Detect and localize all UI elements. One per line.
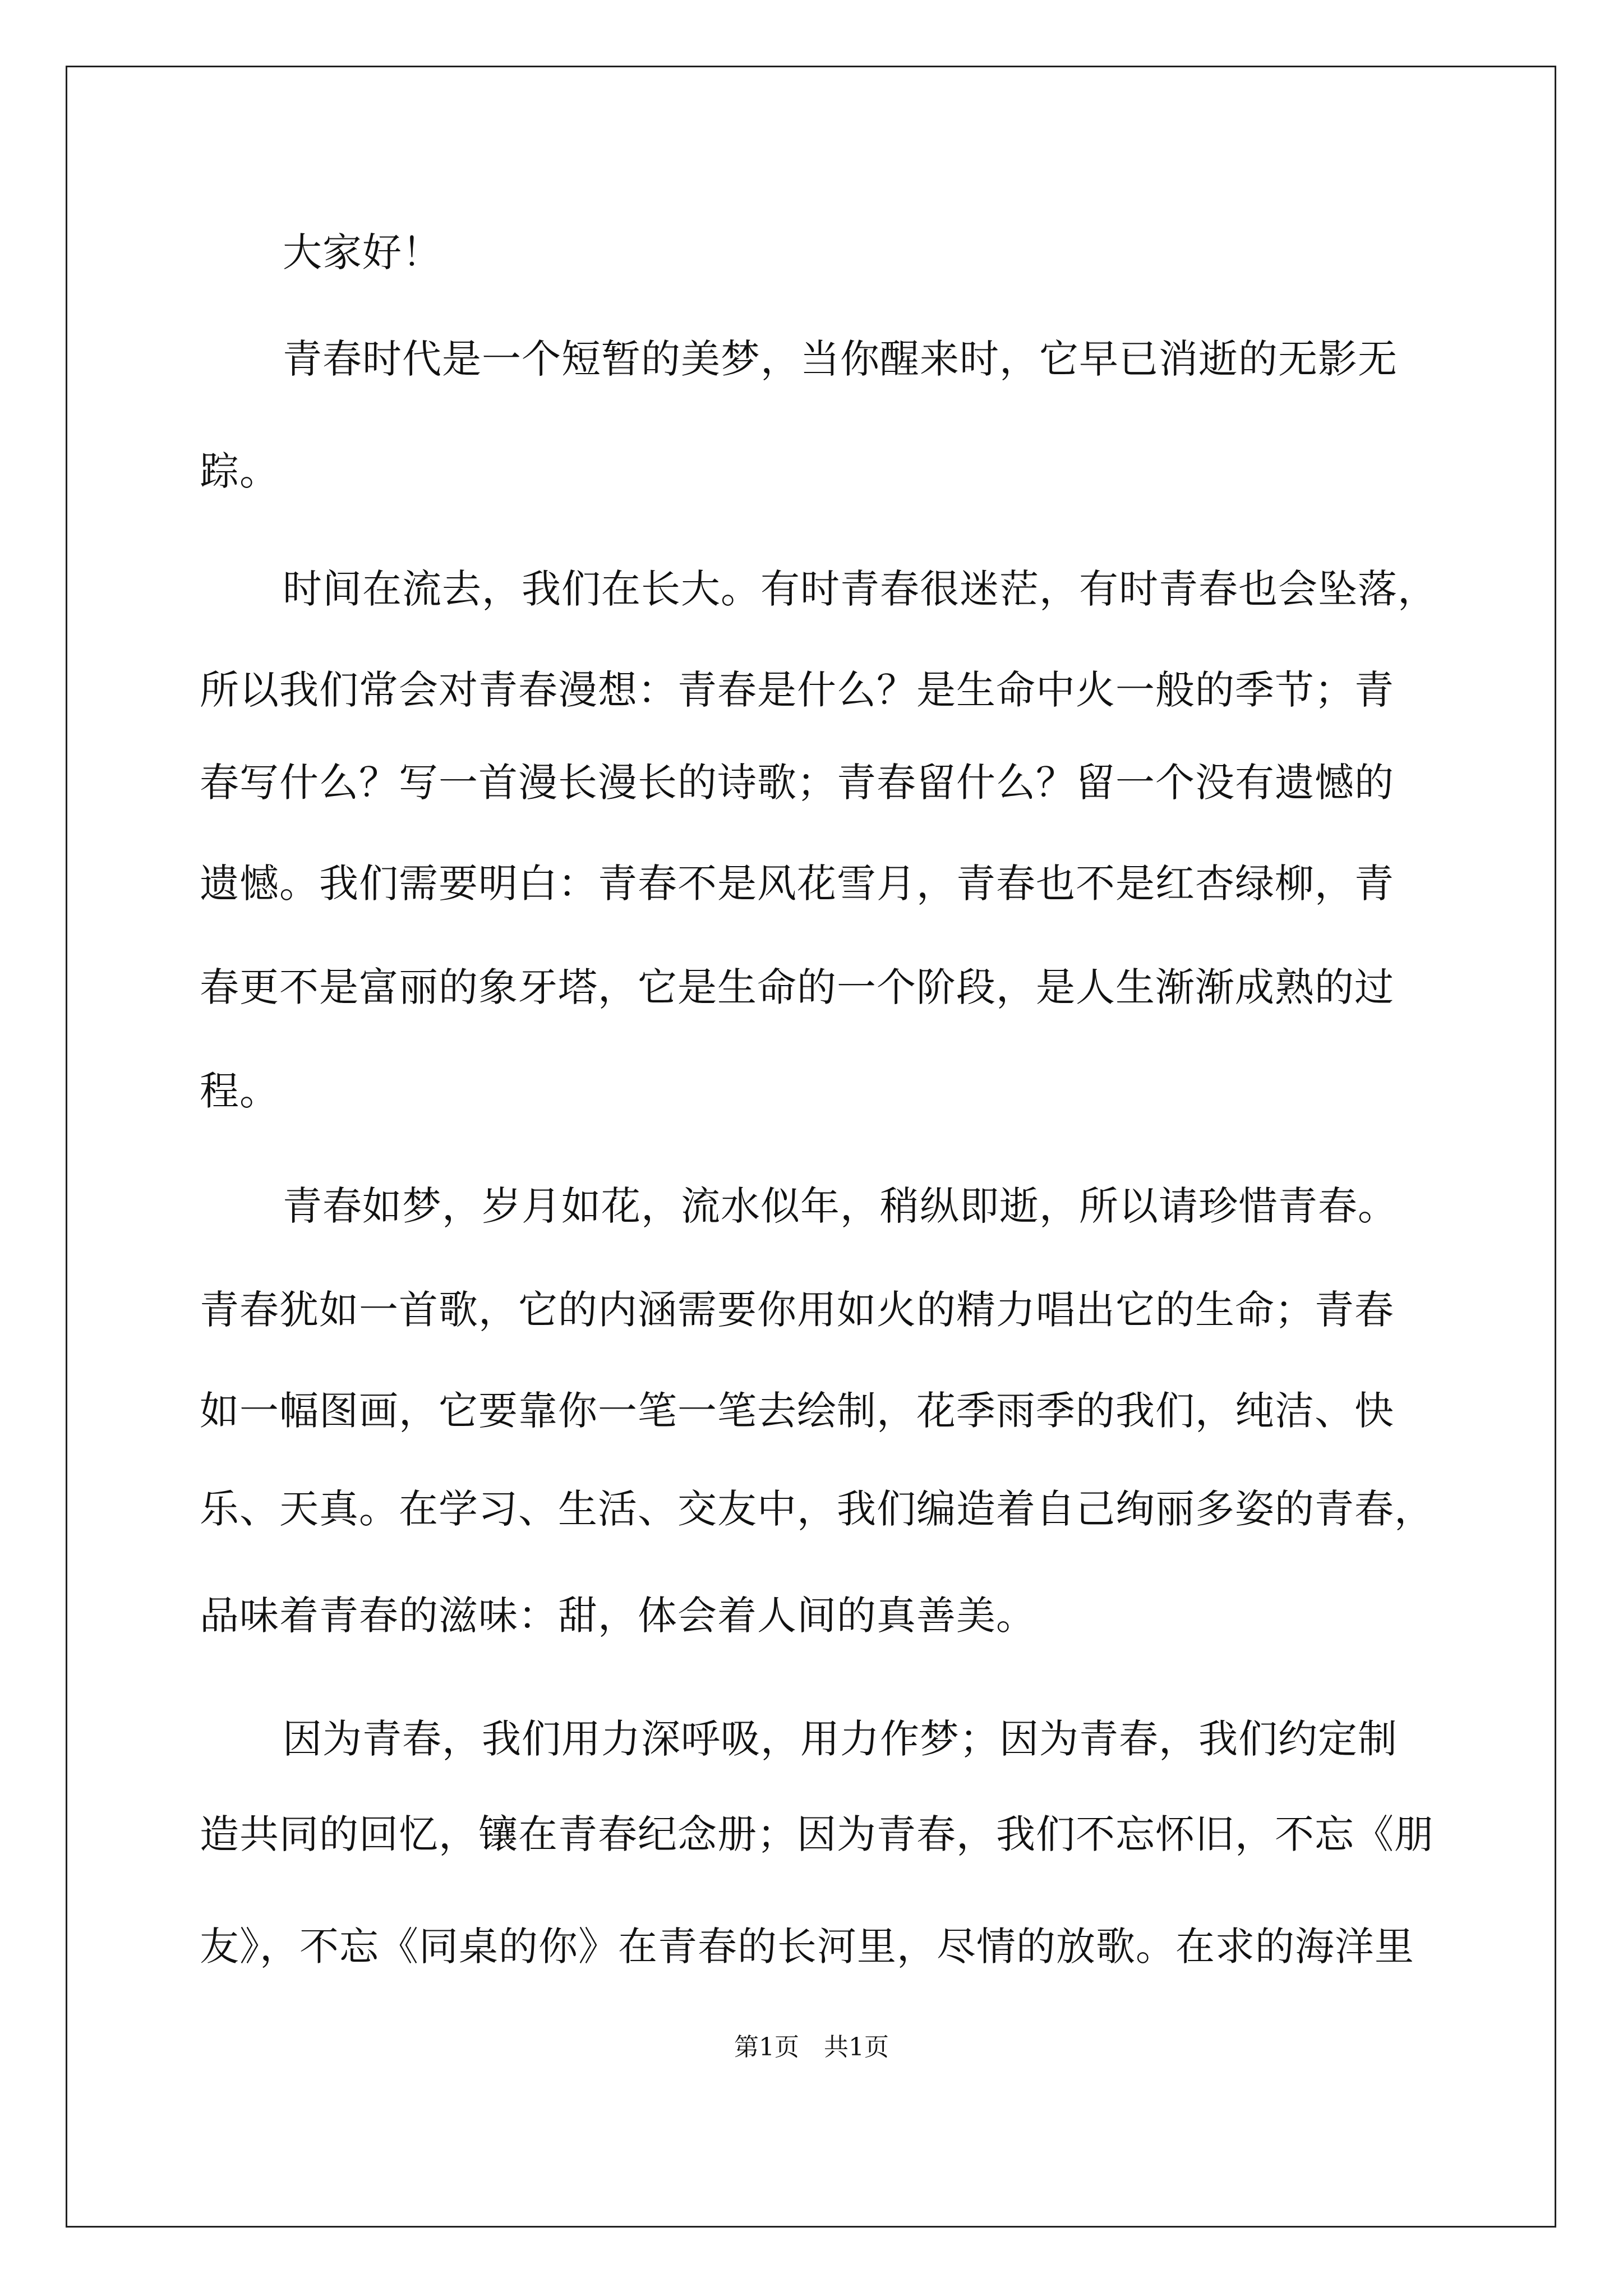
paragraph-line: 乐、天真。在学习、生活、交友中，我们编造着自己绚丽多姿的青春， <box>200 1486 1434 1532</box>
greeting-line: 大家好！ <box>283 229 442 275</box>
paragraph-line: 踪。 <box>200 448 279 494</box>
page-border <box>66 66 1556 2228</box>
paragraph-line: 造共同的回忆，镶在青春纪念册；因为青春，我们不忘怀旧，不忘《朋 <box>200 1811 1434 1857</box>
paragraph-line: 如一幅图画，它要靠你一笔一笔去绘制，花季雨季的我们，纯洁、快 <box>200 1388 1394 1434</box>
paragraph-line: 青春犹如一首歌，它的内涵需要你用如火的精力唱出它的生命；青春 <box>200 1287 1394 1333</box>
page-number-current: 第1页 <box>734 2033 799 2062</box>
paragraph-line: 时间在流去，我们在长大。有时青春很迷茫，有时青春也会坠落， <box>283 566 1437 612</box>
paragraph-line: 青春如梦，岁月如花，流水似年，稍纵即逝，所以请珍惜青春。 <box>283 1183 1398 1229</box>
paragraph-line: 遗憾。我们需要明白：青春不是风花雪月，青春也不是红杏绿柳，青 <box>200 861 1394 907</box>
paragraph-line: 程。 <box>200 1068 279 1114</box>
paragraph-line: 所以我们常会对青春漫想：青春是什么？是生命中火一般的季节；青 <box>200 667 1394 713</box>
paragraph-line: 因为青春，我们用力深呼吸，用力作梦；因为青春，我们约定制 <box>283 1716 1398 1762</box>
paragraph-line: 春写什么？写一首漫长漫长的诗歌；青春留什么？留一个没有遗憾的 <box>200 760 1394 806</box>
paragraph-line: 青春时代是一个短暂的美梦，当你醒来时，它早已消逝的无影无 <box>283 336 1398 382</box>
paragraph-line: 春更不是富丽的象牙塔，它是生命的一个阶段，是人生渐渐成熟的过 <box>200 964 1394 1010</box>
page-number-total: 共1页 <box>824 2033 889 2062</box>
paragraph-line: 友》，不忘《同桌的你》在青春的长河里，尽情的放歌。在求的海洋里 <box>200 1924 1414 1970</box>
page-footer <box>0 2031 1623 2064</box>
paragraph-line: 品味着青春的滋味：甜，体会着人间的真善美。 <box>200 1593 1036 1639</box>
